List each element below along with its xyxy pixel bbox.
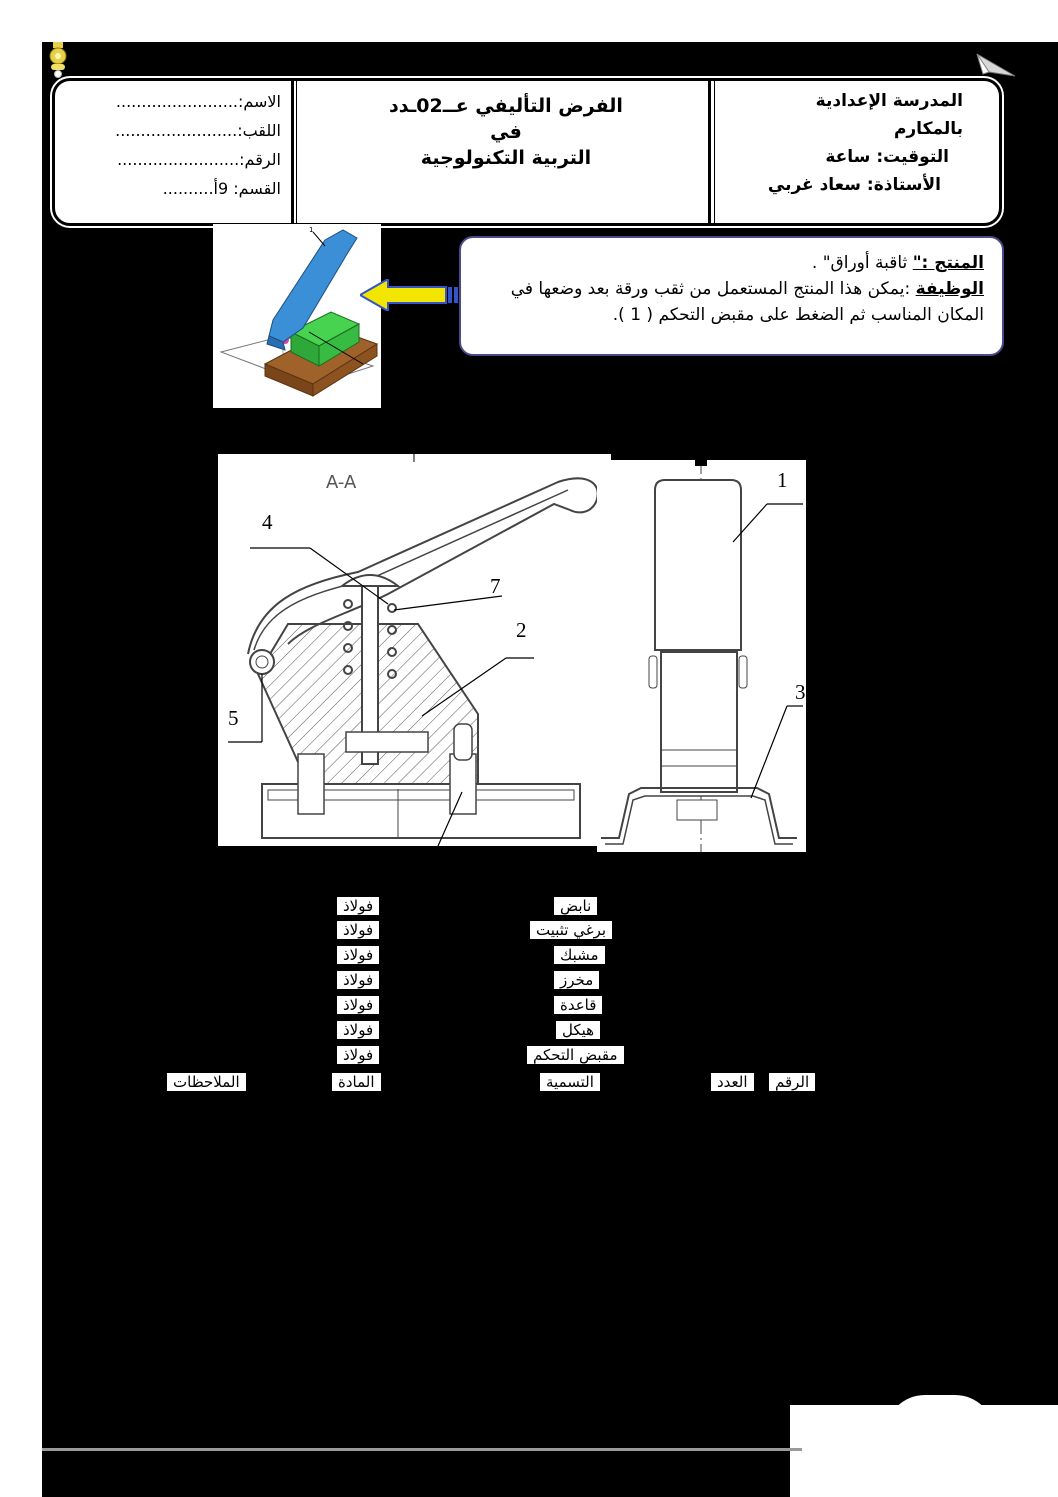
number-field[interactable]: الرقم:........................ <box>117 150 281 169</box>
designation-row-3: مشبك <box>553 945 606 965</box>
timing: التوقيت: ساعة <box>825 147 949 167</box>
part-number-5: 5 <box>228 706 239 730</box>
side-view-drawing <box>597 460 806 852</box>
exam-header <box>52 78 1002 226</box>
part-number-2: 2 <box>516 618 527 642</box>
material-row-2: فولاذ <box>336 920 380 940</box>
school-info <box>767 81 999 229</box>
function-label: الوظيفة <box>915 279 984 299</box>
arrow-left-icon <box>360 279 460 311</box>
product-value: ثاقبة أوراق" . <box>811 253 913 273</box>
exam-title-block <box>299 81 713 233</box>
material-row-5: فولاذ <box>336 995 380 1015</box>
designation-row-6: هيكل <box>555 1020 601 1040</box>
teacher-name: الأستاذة: سعاد غربي <box>767 175 941 195</box>
designation-row-1: نابض <box>553 896 598 916</box>
material-row-4: فولاذ <box>336 970 380 990</box>
exam-in: في <box>490 121 522 143</box>
header-material: المادة <box>331 1072 382 1092</box>
subject-title: التربية التكنولوجية <box>420 147 592 169</box>
footer-divider <box>42 1448 802 1451</box>
page-curl-icon <box>975 52 1017 80</box>
svg-text:1: 1 <box>309 226 314 234</box>
part-number-4: 4 <box>262 510 273 534</box>
product-description-box <box>459 236 1004 356</box>
surname-field[interactable]: اللقب:........................ <box>115 121 281 140</box>
student-info <box>55 81 291 229</box>
part-number-1: 1 <box>777 468 788 492</box>
header-notes: الملاحظات <box>166 1072 247 1092</box>
material-row-7: فولاذ <box>336 1045 380 1065</box>
binder-ring-icon <box>45 42 71 78</box>
material-row-1: فولاذ <box>336 896 380 916</box>
part-number-7: 7 <box>490 574 501 598</box>
class-field[interactable]: القسم: 9أ.......... <box>162 179 281 198</box>
designation-row-7: مقبض التحكم <box>526 1045 625 1065</box>
product-3d-image <box>213 224 381 408</box>
material-row-6: فولاذ <box>336 1020 380 1040</box>
section-label: A-A <box>326 472 357 493</box>
material-row-3: فولاذ <box>336 945 380 965</box>
name-field[interactable]: الاسم:........................ <box>115 92 281 111</box>
product-label: المنتج :" <box>912 253 984 273</box>
function-text: :يمكن هذا المنتج المستعمل من ثقب ورقة بعد وضعها في المكان المناسب ثم الضغط على مقبض التحكم ( 1 ). <box>510 279 984 325</box>
designation-row-4: مخرز <box>553 970 600 990</box>
header-designation: التسمية <box>539 1072 601 1092</box>
header-count: العدد <box>710 1072 755 1092</box>
section-drawing-aa <box>218 454 611 846</box>
school-name: المدرسة الإعدادية بالمكارم <box>815 91 963 139</box>
header-number: الرقم <box>768 1072 816 1092</box>
designation-row-2: برغي تثبيت <box>529 920 613 940</box>
exam-title: الفرض التأليفي عــ02ـدد <box>389 95 623 117</box>
designation-row-5: قاعدة <box>553 995 603 1015</box>
part-number-3: 3 <box>795 680 806 704</box>
